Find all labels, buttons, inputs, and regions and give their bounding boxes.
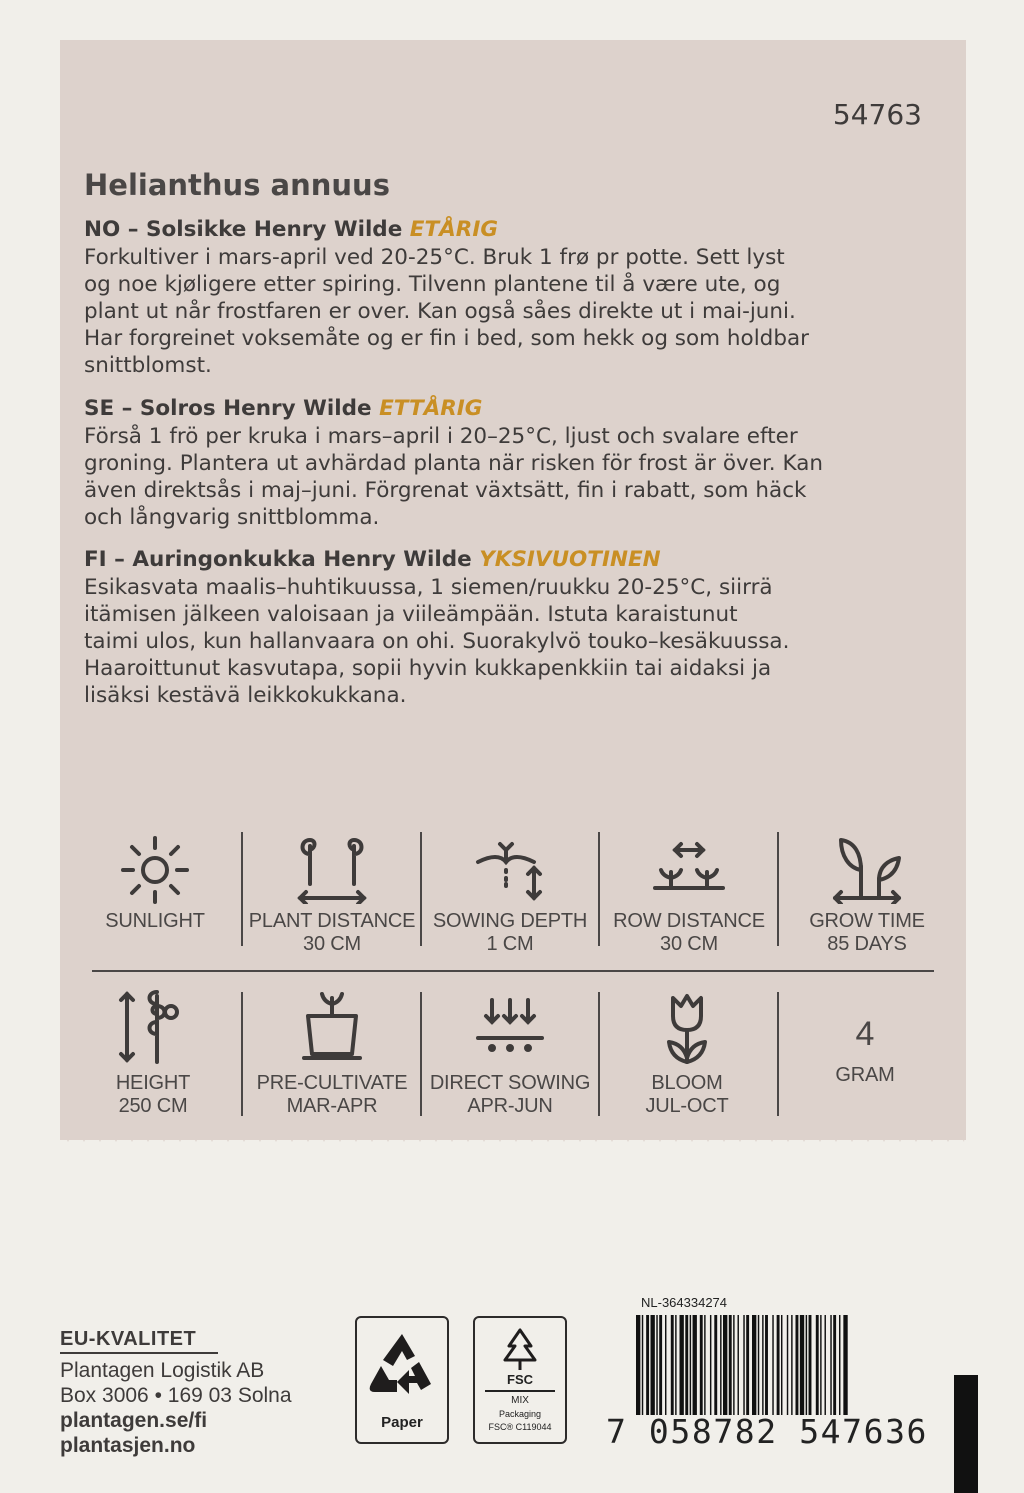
height-icon: [113, 988, 193, 1066]
info-label: ROW DISTANCE: [613, 910, 765, 932]
footer-address: [60, 1327, 292, 1458]
barcode-bar: [752, 1315, 756, 1415]
section-fi: [84, 546, 934, 709]
nl-code: NL-364334274: [641, 1295, 728, 1310]
barcode-bar: [746, 1315, 749, 1415]
barcode-bar: [843, 1315, 847, 1415]
grid-divider: [92, 970, 934, 972]
info-label: GRAM: [835, 1064, 895, 1086]
barcode-bar: [675, 1315, 676, 1415]
barcode-bar: [743, 1315, 744, 1415]
barcode-bar: [833, 1315, 836, 1415]
info-plant-distance: [243, 832, 421, 956]
section-text: Forkultiver i mars-april ved 20-25°C. Bruk 1 frø pr potte. Sett lyst og noe kjøligere etter spiring. Tilvenn plantene til å være ute, og plant ut når frostfaren er over. Kan også såes direkte ut i mai-juni. Har forgreinet voksemåte og er fin i bed, som hekk og som holdbar snittblomst.: [84, 245, 809, 378]
barcode-bar: [796, 1315, 799, 1415]
barcode-bar: [690, 1315, 691, 1415]
section-text: Esikasvata maalis–huhtikuussa, 1 siemen/ruukku 20-25°C, siirrä itämisen jälkeen valoisaan ja viileämpään. Istuta karaistunut taimi ulos, kun hallanvaara on ohi. Suorakylvö touko–kesäkuussa. Haaroittunut kasvutapa, sopii hyvin kukkapenkkiin tai aidaksi ja lisäksi kestävä leikkokukkana.: [84, 575, 790, 708]
fsc-code: FSC® C119044: [488, 1421, 552, 1432]
fsc-title: FSC: [507, 1372, 533, 1387]
annual-tag: YKSIVUOTINEN: [479, 547, 661, 572]
info-pre-cultivate: [243, 988, 421, 1118]
info-label: PRE-CULTIVATE: [256, 1072, 408, 1094]
barcode-bar: [659, 1315, 662, 1415]
barcode-bar: [820, 1315, 821, 1415]
info-value: 250 CM: [118, 1095, 188, 1117]
info-bloom: [598, 988, 776, 1118]
fsc-badge: [473, 1316, 567, 1444]
info-value: APR-JUN: [467, 1095, 553, 1117]
barcode-bar: [830, 1315, 831, 1415]
barcode-bar: [636, 1315, 640, 1415]
grow-time-icon: [827, 832, 907, 904]
fsc-tree-icon: [495, 1326, 545, 1372]
section-heading: FI – Auringonkukka Henry Wilde YKSIVUOTINEN: [84, 547, 661, 572]
info-label: BLOOM: [651, 1072, 723, 1094]
weight-value: 4: [855, 1015, 875, 1053]
info-value: 30 CM: [660, 933, 718, 955]
annual-tag: ETÅRIG: [409, 217, 498, 242]
row-distance-icon: [649, 832, 729, 904]
info-value: 85 DAYS: [827, 933, 907, 955]
barcode-bar: [777, 1315, 780, 1415]
info-grow-time: [778, 832, 956, 956]
info-sowing-depth: [421, 832, 599, 956]
barcode-bar: [642, 1315, 643, 1415]
website-link[interactable]: plantagen.se/fi: [60, 1409, 208, 1432]
ean-number: 7 058782 547636: [606, 1412, 929, 1451]
barcode-bar: [685, 1315, 688, 1415]
barcode-bar: [693, 1315, 697, 1415]
barcode-bar: [671, 1315, 674, 1415]
barcode-bar: [791, 1315, 792, 1415]
barcode-bar: [720, 1315, 721, 1415]
barcode-bar: [765, 1315, 768, 1415]
barcode-bar: [825, 1315, 826, 1415]
section-text: Förså 1 frö per kruka i mars–april i 20–25°C, ljust och svalare efter groning. Plantera ut avhärdad planta när risken för frost är över. Kan även direktsås i maj–juni. Förgrenat växtsätt, fin i rabatt, som häck och långvarig snittblomma.: [84, 424, 823, 530]
info-row-distance: [600, 832, 778, 956]
info-value: JUL-OCT: [645, 1095, 729, 1117]
underline: [60, 1352, 218, 1354]
barcode-bar: [816, 1315, 819, 1415]
barcode-bar: [723, 1315, 727, 1415]
sun-icon: [115, 832, 195, 904]
direct-sowing-icon: [470, 988, 550, 1066]
info-label: DIRECT SOWING: [429, 1072, 591, 1094]
info-value: 30 CM: [303, 933, 361, 955]
info-label: SOWING DEPTH: [432, 910, 588, 932]
barcode-bar: [781, 1315, 782, 1415]
latin-name: Helianthus annuus: [84, 168, 390, 202]
barcode-bar: [665, 1315, 666, 1415]
info-sunlight: [66, 832, 244, 933]
barcode-bar: [733, 1315, 734, 1415]
barcode-bar: [729, 1315, 732, 1415]
section-se: [84, 395, 934, 531]
info-value: 1 CM: [486, 933, 534, 955]
company-name: Plantagen Logistik AB: [60, 1359, 265, 1382]
info-direct-sowing: [421, 988, 599, 1118]
website-link[interactable]: plantasjen.no: [60, 1434, 196, 1457]
barcode-bar: [656, 1315, 657, 1415]
barcode-bar: [704, 1315, 705, 1415]
info-height: [64, 988, 242, 1118]
barcode-bar: [680, 1315, 684, 1415]
info-value: MAR-APR: [286, 1095, 378, 1117]
section-heading: NO – Solsikke Henry Wilde ETÅRIG: [84, 217, 498, 242]
barcode-bar: [809, 1315, 812, 1415]
sowing-depth-icon: [470, 832, 550, 904]
barcode-bar: [738, 1315, 739, 1415]
pot-icon: [292, 988, 372, 1066]
barcode-bar: [787, 1315, 788, 1415]
barcode-bar: [800, 1315, 804, 1415]
quality-label: EU-KVALITET: [60, 1328, 197, 1350]
info-label: HEIGHT: [115, 1072, 191, 1094]
tulip-icon: [647, 988, 727, 1068]
barcode-bar: [758, 1315, 759, 1415]
section-heading: SE – Solros Henry Wilde ETTÅRIG: [84, 396, 483, 421]
barcode-bar: [806, 1315, 807, 1415]
barcode-bar: [772, 1315, 773, 1415]
info-label: SUNLIGHT: [105, 910, 205, 932]
plant-distance-icon: [292, 832, 372, 904]
info-weight: [776, 1014, 954, 1087]
barcode-bar: [839, 1315, 840, 1415]
barcode-bar: [714, 1315, 717, 1415]
barcode-bar: [762, 1315, 763, 1415]
barcode-bar: [646, 1315, 649, 1415]
barcode-bar: [651, 1315, 655, 1415]
section-no: [84, 216, 934, 379]
info-label: GROW TIME: [809, 910, 925, 932]
panel-zigzag-edge: [60, 1124, 966, 1144]
info-label: PLANT DISTANCE: [248, 910, 416, 932]
fsc-mix: MIX: [511, 1394, 529, 1406]
barcode-bar: [710, 1315, 711, 1415]
fsc-packaging: Packaging: [498, 1408, 542, 1419]
recycle-badge: [355, 1316, 449, 1444]
annual-tag: ETTÅRIG: [379, 396, 483, 421]
recycle-label: Paper: [381, 1414, 423, 1431]
barcode: [636, 1315, 926, 1415]
article-number: 54763: [832, 98, 922, 131]
company-address: Box 3006 • 169 03 Solna: [60, 1384, 292, 1407]
barcode-bar: [700, 1315, 703, 1415]
recycle-icon: [357, 1328, 447, 1408]
black-marker: [954, 1375, 978, 1493]
